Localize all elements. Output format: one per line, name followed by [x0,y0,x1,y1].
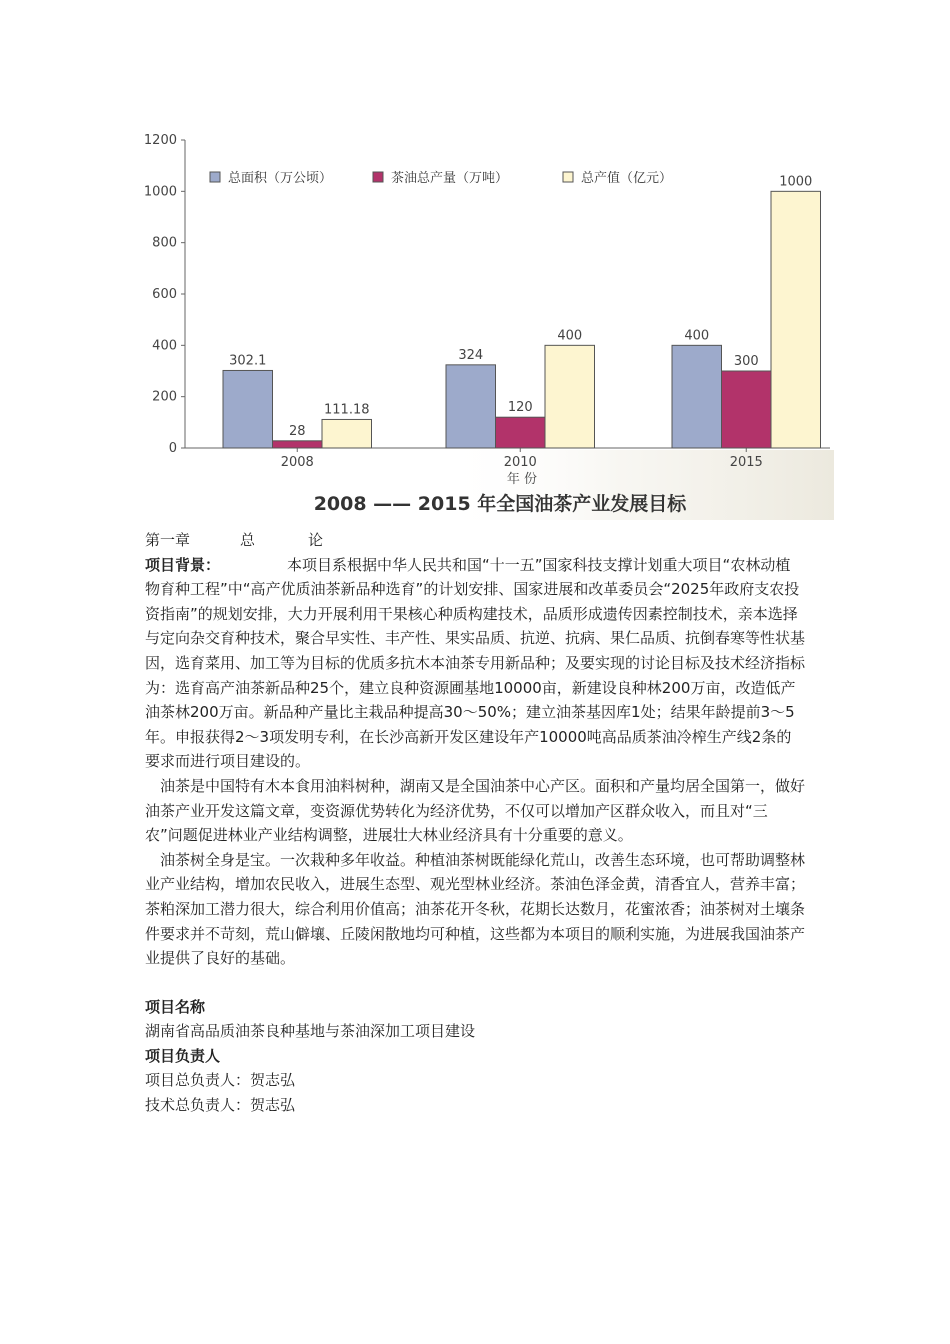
chart-bar [446,365,496,448]
chart [140,128,834,520]
chart-y-tick-label: 200 [152,389,177,405]
chart-y-tick-label: 1200 [143,133,177,148]
chart-bar [496,417,546,448]
chart-legend-label: 总面积（万公顷） [228,171,333,186]
chart-bar [273,441,323,448]
chart-legend-label: 总产值（亿元） [581,171,673,186]
chart-data-label: 1000 [779,174,813,190]
chart-legend-swatch [563,172,573,182]
chart-bar [672,345,722,448]
chart-data-label: 120 [507,400,533,416]
chart-y-tick-label: 800 [152,235,177,251]
paragraph-camellia-benefits: 油茶树全身是宝。一次栽种多年收益。种植油茶树既能绿化荒山，改善生态环境，也可帮助调整林业产业结构，增加农民收入，进展生态型、观光型林业经济。茶油色泽金黄，清香宜人，营养丰富；茶粕深加工潜力很大，综合利用价值高；油茶花开冬秋，花期长达数月，花蜜浓香；油茶树对土壤条件要求并不苛刻，荒山僻壤、丘陵闲散地均可种植，这些都为本项目的顺利实施，为进展我国油茶产业提供了良好的基础。 [145,850,806,968]
chapter-title-part-1: 总 [240,531,256,549]
chart-legend-swatch [373,172,383,182]
chart-data-label: 302.1 [229,353,267,369]
chart-x-tick-label: 2008 [280,455,314,470]
background-text: 本项目系根据中华人民共和国“十一五”国家科技支撑计划重大项目“农林动植物育种工程”中“高产优质油茶新品种选育”的计划安排、国家进展和改革委员会“2025年政府支农投资指南”的规划安排，大力开展利用干果核心种质构建技术，品质形成遗传因素控制技术，亲本选择与定向杂交育种技术，聚合早实性、丰产性、果实品质、抗逆、抗病、果仁品质、抗倒春寒等性状基因，选育菜用、加工等为目标的优质多抗木本油茶专用新品种；及要实现的讨论目标及技术经济指标为：选育高产油茶新品种25个，建立良种资源圃基地10000亩，新建设良种林200万亩，改造低产油茶林200万亩。新品种产量比主栽品种提高30～50%；建立油茶基因库1处；结果年龄提前3～5年。申报获得2～3项发明专利，在长沙高新开发区建设年产10000吨高品质茶油冷榨生产线2条的要求而进行项目建设的。 [145,555,806,771]
chapter-number: 第一章 [145,531,191,549]
chapter-title-part-2: 论 [308,531,324,549]
chart-y-tick-label: 0 [168,441,177,456]
chart-x-axis-label: 年 份 [506,472,538,487]
chart-y-tick-label: 400 [152,338,177,354]
project-leader-overall: 项目总负责人：贺志弘 [145,1071,296,1090]
project-leader-heading: 项目负责人 [145,1046,221,1065]
chart-bar [545,345,595,448]
chart-x-tick-label: 2010 [503,455,537,470]
chart-bar [223,370,273,448]
chart-bar [722,371,772,448]
project-name: 湖南省高品质油茶良种基地与茶油深加工项目建设 [145,1022,476,1041]
chart-legend-label: 茶油总产量（万吨） [391,171,509,186]
chart-data-label: 300 [733,354,759,369]
chart-data-label: 400 [684,328,710,344]
background-paragraph [145,553,805,774]
chart-title: 2008 —— 2015 年全国油茶产业发展目标 [313,493,687,515]
chart-y-tick-label: 600 [152,287,177,302]
chart-y-tick-label: 1000 [143,184,177,200]
chart-data-label: 28 [288,423,306,439]
document-body [145,528,805,1118]
background-label: 项目背景： [145,555,221,574]
chart-data-label: 400 [557,328,583,344]
project-leader-technical: 技术总负责人：贺志弘 [145,1096,296,1115]
chart-bar [322,419,372,448]
paragraph-camellia-overview: 油茶是中国特有木本食用油料树种，湖南又是全国油茶中心产区。面积和产量均居全国第一，做好油茶产业开发这篇文章，变资源优势转化为经济优势，不仅可以增加产区群众收入，而且对“三农”问题促进林业产业结构调整，进展壮大林业经济具有十分重要的意义。 [145,776,806,845]
bar-chart [140,128,834,520]
project-name-heading: 项目名称 [145,997,206,1016]
paragraph-spacer [145,971,805,995]
chart-bar [771,191,821,448]
chart-data-label: 324 [458,347,484,363]
chart-data-label: 111.18 [324,402,370,418]
chart-x-tick-label: 2015 [729,455,763,470]
chapter-heading [145,528,805,553]
chart-legend-swatch [210,172,220,182]
